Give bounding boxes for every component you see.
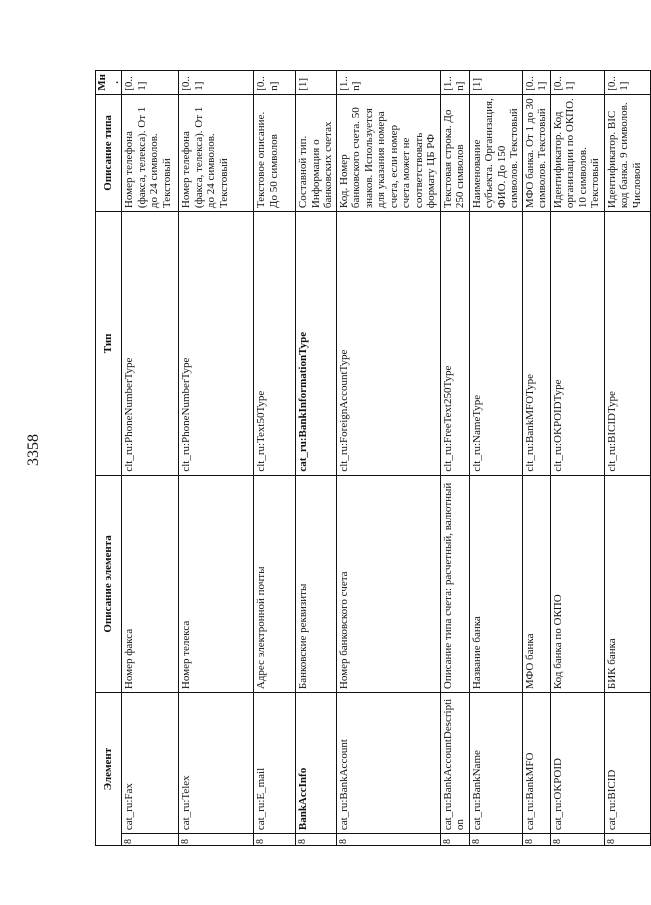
row-level: 8 [550,834,604,846]
row-multiplicity: [0..1] [122,71,179,95]
row-element: BankAccInfo [296,693,337,834]
row-type-description: Идентификатор. BIC код банка. 9 символов. Числовой [604,94,650,211]
row-element-description: Номер факса [122,475,179,692]
row-element: cat_ru:OKPOID [550,693,604,834]
row-element-description: Адрес электронной почты [254,475,296,692]
row-multiplicity: [1..n] [440,71,469,95]
schema-table [95,70,651,846]
table-row [550,71,604,846]
row-type: clt_ru:NameType [469,212,522,476]
row-type: clt_ru:Text50Type [254,212,296,476]
row-type-description: Текстовое описание. До 50 символов [254,94,296,211]
row-type: cat_ru:BankInformationType [296,212,337,476]
row-element-description: Название банка [469,475,522,692]
row-element: cat_ru:BICID [604,693,650,834]
header-element-description: Описание элемента [96,475,122,692]
row-element: cat_ru:BankAccountDescription [440,693,469,834]
row-type: clt_ru:FreeText250Type [440,212,469,476]
row-type-description: Номер телефона (факса, телекса). От 1 до 24 символов. Текстовый [179,94,254,211]
table-row [469,71,522,846]
row-element-description: Описание типа счета: расчетный, валютный [440,475,469,692]
row-level: 8 [336,834,440,846]
header-type-description: Описание типа [96,94,122,211]
table-row [440,71,469,846]
row-element: cat_ru:BankMFO [522,693,550,834]
table-row [336,71,440,846]
row-multiplicity: [1..n] [336,71,440,95]
row-element: cat_ru:BankAccount [336,693,440,834]
row-type: clt_ru:BankMFOType [522,212,550,476]
row-type: clt_ru:PhoneNumberType [179,212,254,476]
row-level: 8 [122,834,179,846]
row-element: cat_ru:Fax [122,693,179,834]
row-level: 8 [604,834,650,846]
row-element-description: МФО банка [522,475,550,692]
row-type: clt_ru:OKPOIDType [550,212,604,476]
row-element-description: Номер банковского счета [336,475,440,692]
row-type-description: Номер телефона (факса, телекса). От 1 до 24 символов. Текстовый [122,94,179,211]
page-number: 3358 [25,434,42,466]
row-multiplicity: [1] [296,71,337,95]
row-level: 8 [254,834,296,846]
table-row [122,71,179,846]
table-row [522,71,550,846]
header-multiplicity: Мн. [96,71,122,95]
table-body [122,71,651,846]
row-element: cat_ru:E_mail [254,693,296,834]
row-element-description: Код банка по ОКПО [550,475,604,692]
table-row [296,71,337,846]
row-multiplicity: [0..1] [522,71,550,95]
row-multiplicity: [0..1] [550,71,604,95]
row-element-description: БИК банка [604,475,650,692]
row-type-description: Текстовая строка. До 250 символов [440,94,469,211]
row-level: 8 [469,834,522,846]
row-type: clt_ru:ForeignAccountType [336,212,440,476]
row-multiplicity: [0..n] [254,71,296,95]
row-type-description: Идентификатор. Код организации по ОКПО. 10 символов. Текстовый [550,94,604,211]
row-type-description: Код. Номер банковского счета. 50 знаков. Используется для указания номера счета, если номер счета может не соответствовать формату ЦБ РФ [336,94,440,211]
table-header-row [96,71,122,846]
row-level: 8 [179,834,254,846]
row-multiplicity: [0..1] [604,71,650,95]
row-multiplicity: [1] [469,71,522,95]
table-row [254,71,296,846]
table-row [604,71,650,846]
row-type-description: Наименование субъекта. Организация, ФИО. До 150 символов. Текстовый [469,94,522,211]
row-element-description: Банковские реквизиты [296,475,337,692]
table-row [179,71,254,846]
row-element: cat_ru:BankName [469,693,522,834]
row-level: 8 [440,834,469,846]
row-type: clt_ru:BICIDType [604,212,650,476]
row-type: clt_ru:PhoneNumberType [122,212,179,476]
row-element: cat_ru:Telex [179,693,254,834]
header-type: Тип [96,212,122,476]
schema-table-wrapper [95,70,643,846]
row-level: 8 [296,834,337,846]
row-element-description: Номер телекса [179,475,254,692]
header-element: Элемент [96,693,122,846]
row-multiplicity: [0..1] [179,71,254,95]
row-type-description: МФО банка. От 1 до 30 символов. Текстовый [522,94,550,211]
row-level: 8 [522,834,550,846]
row-type-description: Составной тип. Информация о банковских счетах [296,94,337,211]
